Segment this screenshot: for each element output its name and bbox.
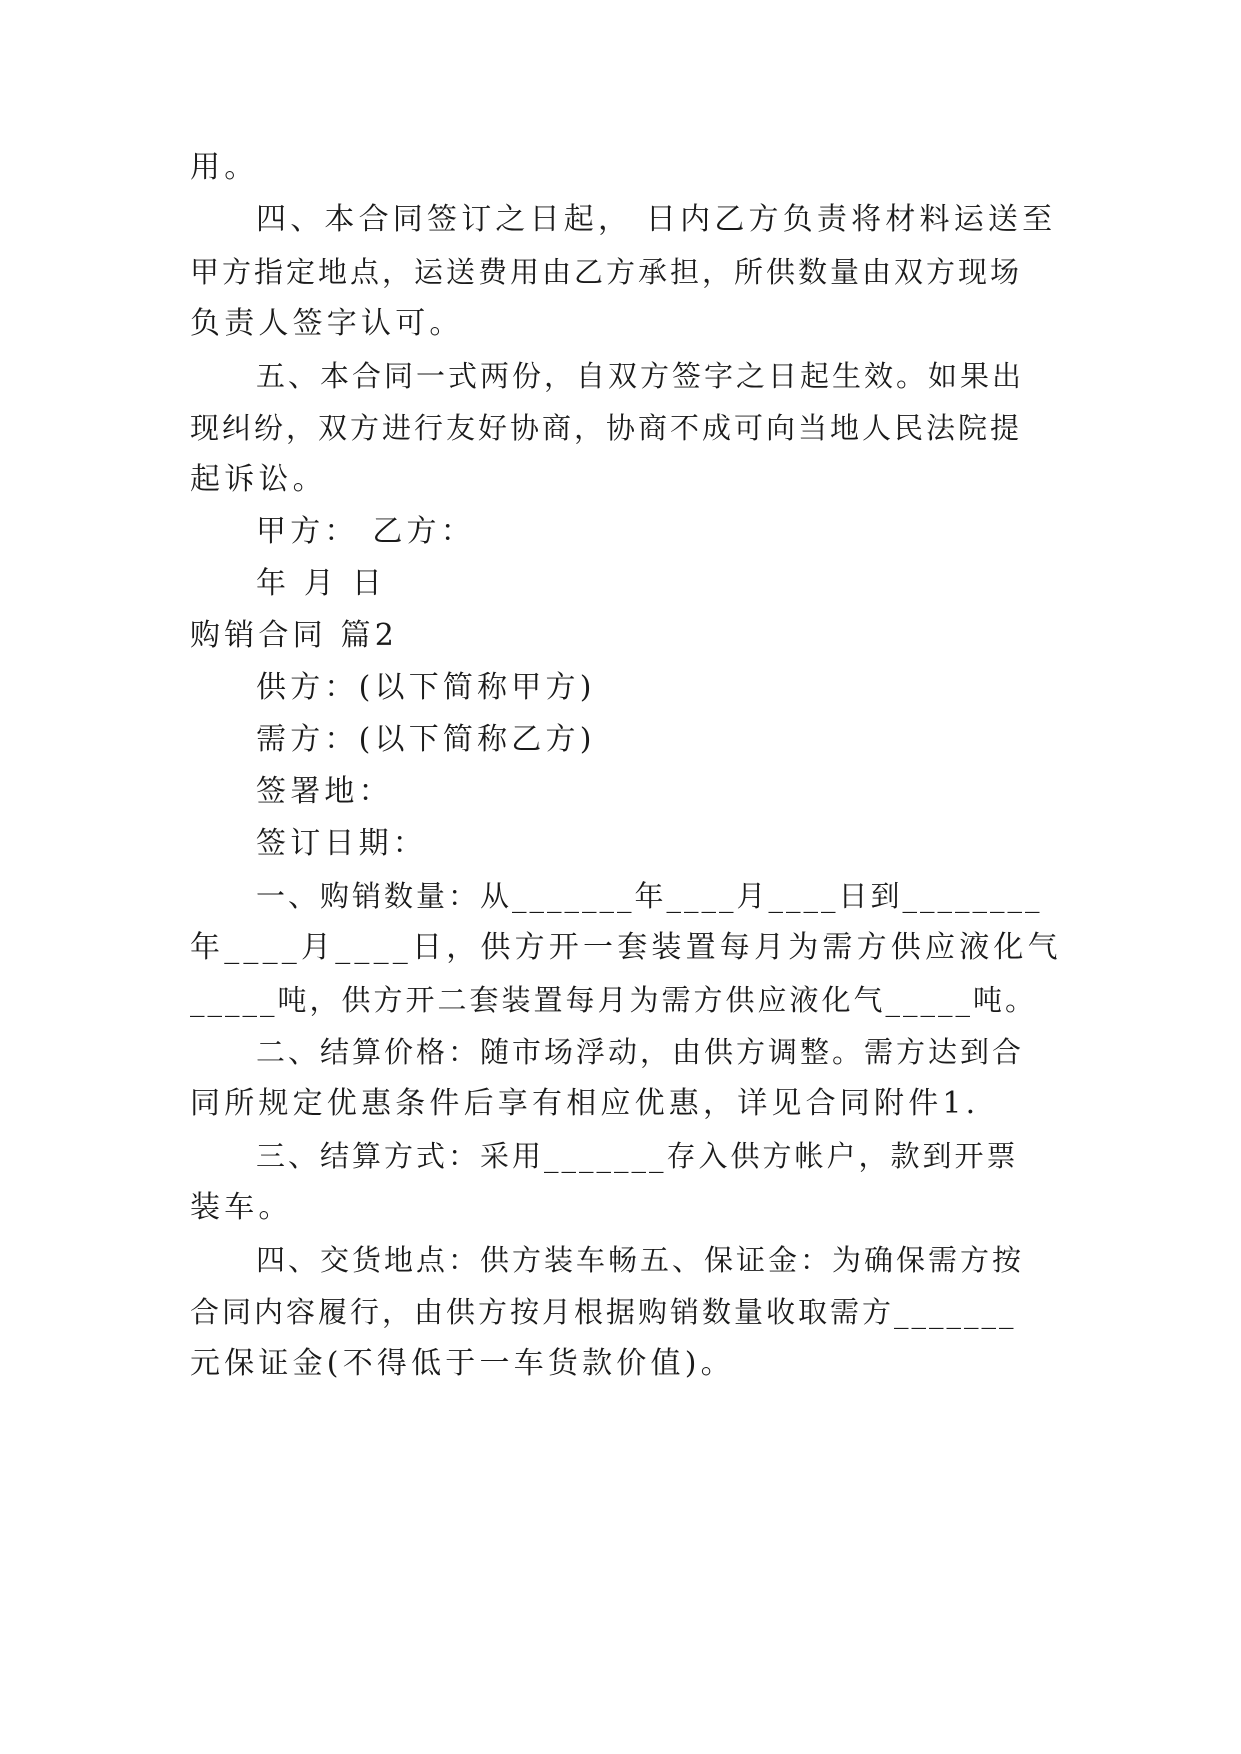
text-line: 元保证金(不得低于一车货款价值)。 [190,1346,735,1381]
text-line: 签署地： [256,774,393,809]
text-line: 装车。 [190,1190,293,1225]
text-line: _____吨，供方开二套装置每月为需方供应液化气_____吨。 [190,983,1038,1017]
text-line: 一、购销数量：从_______年____月____日到________ [256,879,1043,913]
text-line: 五、本合同一式两份，自双方签字之日起生效。如果出 [256,359,1025,393]
text-line: 年____月____日，供方开一套装置每月为需方供应液化气 [190,930,1062,965]
text-line: 用。 [190,150,259,185]
text-line: 四、交货地点：供方装车畅五、保证金：为确保需方按 [256,1243,1025,1277]
text-line: 合同内容履行，由供方按月根据购销数量收取需方_______ [190,1295,1017,1329]
signature-date: 年 月 日 [256,566,387,601]
text-line: 起诉讼。 [190,462,327,497]
text-line: 签订日期： [256,826,427,861]
signature-parties: 甲方： 乙方： [256,514,475,549]
text-line: 需方：(以下简称乙方) [256,722,596,757]
section-heading: 购销合同 篇2 [190,618,399,653]
text-line: 三、结算方式：采用_______存入供方帐户，款到开票 [256,1139,1019,1173]
text-line: 负责人签字认可。 [190,306,464,341]
text-line: 同所规定优惠条件后享有相应优惠，详见合同附件1. [190,1086,980,1121]
text-line: 供方：(以下简称甲方) [256,670,596,705]
text-line: 甲方指定地点，运送费用由乙方承担，所供数量由双方现场 [190,255,1023,289]
text-line: 现纠纷，双方进行友好协商，协商不成可向当地人民法院提 [190,411,1023,445]
text-line: 四、本合同签订之日起， 日内乙方负责将材料运送至 [256,202,1057,237]
text-line: 二、结算价格：随市场浮动，由供方调整。需方达到合 [256,1035,1025,1069]
